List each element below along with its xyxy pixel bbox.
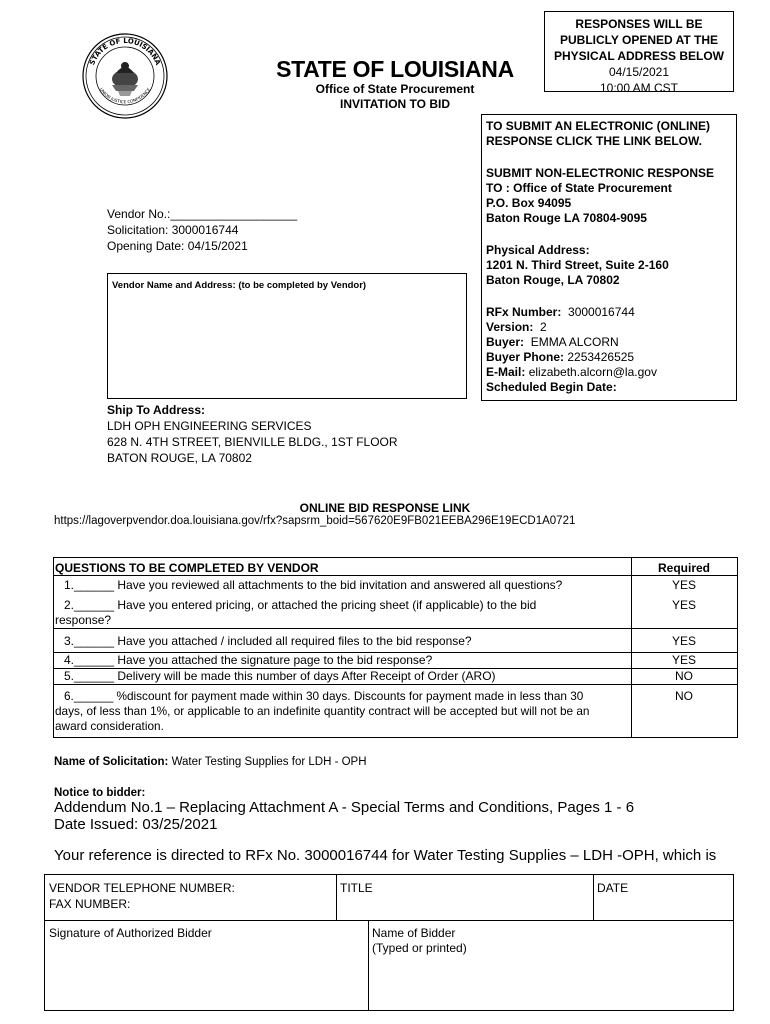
vendor-meta xyxy=(107,206,297,254)
vendor-phone-label: VENDOR TELEPHONE NUMBER: xyxy=(49,881,235,895)
online-link-title: ONLINE BID RESPONSE LINK xyxy=(299,501,471,515)
vendor-box-label: Vendor Name and Address: (to be completed by Vendor) xyxy=(112,280,367,291)
required-header: Required xyxy=(657,561,710,575)
column-divider xyxy=(368,920,369,1010)
ship-to-label: Ship To Address: xyxy=(107,403,206,417)
ship-to-line-2: 628 N. 4TH STREET, BIENVILLE BLDG., 1ST FLOOR xyxy=(107,435,398,449)
required-2: YES xyxy=(671,598,696,612)
vendor-number: Vendor No.:___________________ xyxy=(107,207,298,221)
column-divider xyxy=(336,875,337,920)
responses-line-1: RESPONSES WILL BE xyxy=(575,17,703,31)
solicitation-name xyxy=(54,756,367,768)
version-value: 2 xyxy=(540,320,547,334)
question-5: 5.______ Delivery will be made this number of days After Receipt of Order (ARO) xyxy=(64,669,496,683)
po-box: P.O. Box 94095 xyxy=(486,196,572,210)
solicitation-name-label: Name of Solicitation: xyxy=(54,756,169,768)
column-divider xyxy=(593,875,594,920)
svg-text:STATE OF LOUISIANA: STATE OF LOUISIANA xyxy=(88,36,162,67)
buyer-line xyxy=(486,335,619,350)
ship-to-line-1: LDH OPH ENGINEERING SERVICES xyxy=(107,419,312,433)
opening-date: 04/15/2021 xyxy=(608,65,670,79)
opening-date-line: Opening Date: 04/15/2021 xyxy=(107,239,248,253)
question-6-cont-2: award consideration. xyxy=(55,719,164,733)
online-bid-link[interactable]: https://lagoverpvendor.doa.louisiana.gov/rfx?sapsrm_boid=567620E9FB021EEBA296E19ECD1A0721 xyxy=(54,515,576,527)
nonelectronic-line-2: TO : Office of State Procurement xyxy=(486,181,672,195)
notice-label: Notice to bidder: xyxy=(54,787,146,799)
mailing-city: Baton Rouge LA 70804-9095 xyxy=(486,211,647,225)
row-divider xyxy=(45,920,733,921)
email-value: elizabeth.alcorn@la.gov xyxy=(528,365,657,379)
ship-to-line-3: BATON ROUGE, LA 70802 xyxy=(107,451,252,465)
physical-street: 1201 N. Third Street, Suite 2-160 xyxy=(486,258,669,272)
rfx-number-line xyxy=(486,305,635,320)
email-line xyxy=(486,365,657,380)
rfx-number-value: 3000016744 xyxy=(568,305,635,319)
svg-text:UNION JUSTICE CONFIDENCE: UNION JUSTICE CONFIDENCE xyxy=(98,86,152,105)
responses-line-3: PHYSICAL ADDRESS BELOW xyxy=(553,49,724,63)
required-4: YES xyxy=(671,653,696,667)
signature-table xyxy=(44,874,734,1011)
required-5: NO xyxy=(675,669,693,683)
submission-info-box xyxy=(481,114,737,401)
email-label: E-Mail: xyxy=(486,365,526,379)
bidder-name-label: Name of Bidder xyxy=(372,926,456,940)
document-subtitle: INVITATION TO BID xyxy=(340,97,450,111)
scheduled-begin-date-label: Scheduled Begin Date: xyxy=(486,380,617,394)
buyer-phone-value: 2253426525 xyxy=(567,350,635,364)
reference-text: Your reference is directed to RFx No. 3000016744 for Water Testing Supplies – LDH -OPH, which is xyxy=(54,847,717,864)
physical-address-label: Physical Address: xyxy=(486,243,590,257)
buyer-phone-line xyxy=(486,350,634,365)
electronic-line-2: RESPONSE CLICK THE LINK BELOW. xyxy=(486,134,703,148)
question-2: 2.______ Have you entered pricing, or attached the pricing sheet (if applicable) to the bid xyxy=(64,598,537,612)
date-issued: Date Issued: 03/25/2021 xyxy=(54,816,218,833)
vendor-name-address-field[interactable] xyxy=(107,273,467,399)
question-2-cont: response? xyxy=(55,613,112,627)
version-line xyxy=(486,320,547,335)
solicitation-number: Solicitation: 3000016744 xyxy=(107,223,239,237)
ship-to-address xyxy=(107,402,398,466)
nonelectronic-line-1: SUBMIT NON-ELECTRONIC RESPONSE xyxy=(486,166,715,180)
question-1: 1.______ Have you reviewed all attachments to the bid invitation and answered all questions? xyxy=(64,578,563,592)
buyer-phone-label: Buyer Phone: xyxy=(486,350,565,364)
question-3: 3.______ Have you attached / included all required files to the bid response? xyxy=(64,634,472,648)
physical-city: Baton Rouge, LA 70802 xyxy=(486,273,620,287)
page-title: STATE OF LOUISIANA xyxy=(276,56,514,82)
title-label: TITLE xyxy=(340,881,373,895)
bidder-name-hint: (Typed or printed) xyxy=(372,941,467,955)
addendum-text: Addendum No.1 – Replacing Attachment A - Special Terms and Conditions, Pages 1 - 6 xyxy=(54,799,635,816)
responses-opening-box xyxy=(544,11,734,95)
question-6-cont-1: days, of less than 1%, or applicable to an indefinite quantity contract will be accepted but will not be an xyxy=(55,704,590,718)
fax-number-label: FAX NUMBER: xyxy=(49,897,131,911)
required-6: NO xyxy=(675,689,693,703)
signature-label: Signature of Authorized Bidder xyxy=(49,926,212,940)
required-1: YES xyxy=(671,578,696,592)
questions-header: QUESTIONS TO BE COMPLETED BY VENDOR xyxy=(55,561,319,575)
vendor-questions-table xyxy=(53,557,738,738)
opening-time: 10:00 AM CST xyxy=(599,81,679,95)
version-label: Version: xyxy=(486,320,534,334)
solicitation-name-value: Water Testing Supplies for LDH - OPH xyxy=(171,756,367,768)
question-6: 6.______ %discount for payment made within 30 days. Discounts for payment made in less than 30 xyxy=(64,689,584,703)
office-name: Office of State Procurement xyxy=(315,82,475,96)
responses-line-2: PUBLICLY OPENED AT THE xyxy=(559,33,719,47)
question-4: 4.______ Have you attached the signature page to the bid response? xyxy=(64,653,433,667)
buyer-value: EMMA ALCORN xyxy=(530,335,619,349)
louisiana-seal-icon xyxy=(82,33,168,119)
required-3: YES xyxy=(671,634,696,648)
electronic-line-1: TO SUBMIT AN ELECTRONIC (ONLINE) xyxy=(486,119,710,133)
rfx-number-label: RFx Number: xyxy=(486,305,562,319)
buyer-label: Buyer: xyxy=(486,335,525,349)
date-label: DATE xyxy=(597,881,629,895)
